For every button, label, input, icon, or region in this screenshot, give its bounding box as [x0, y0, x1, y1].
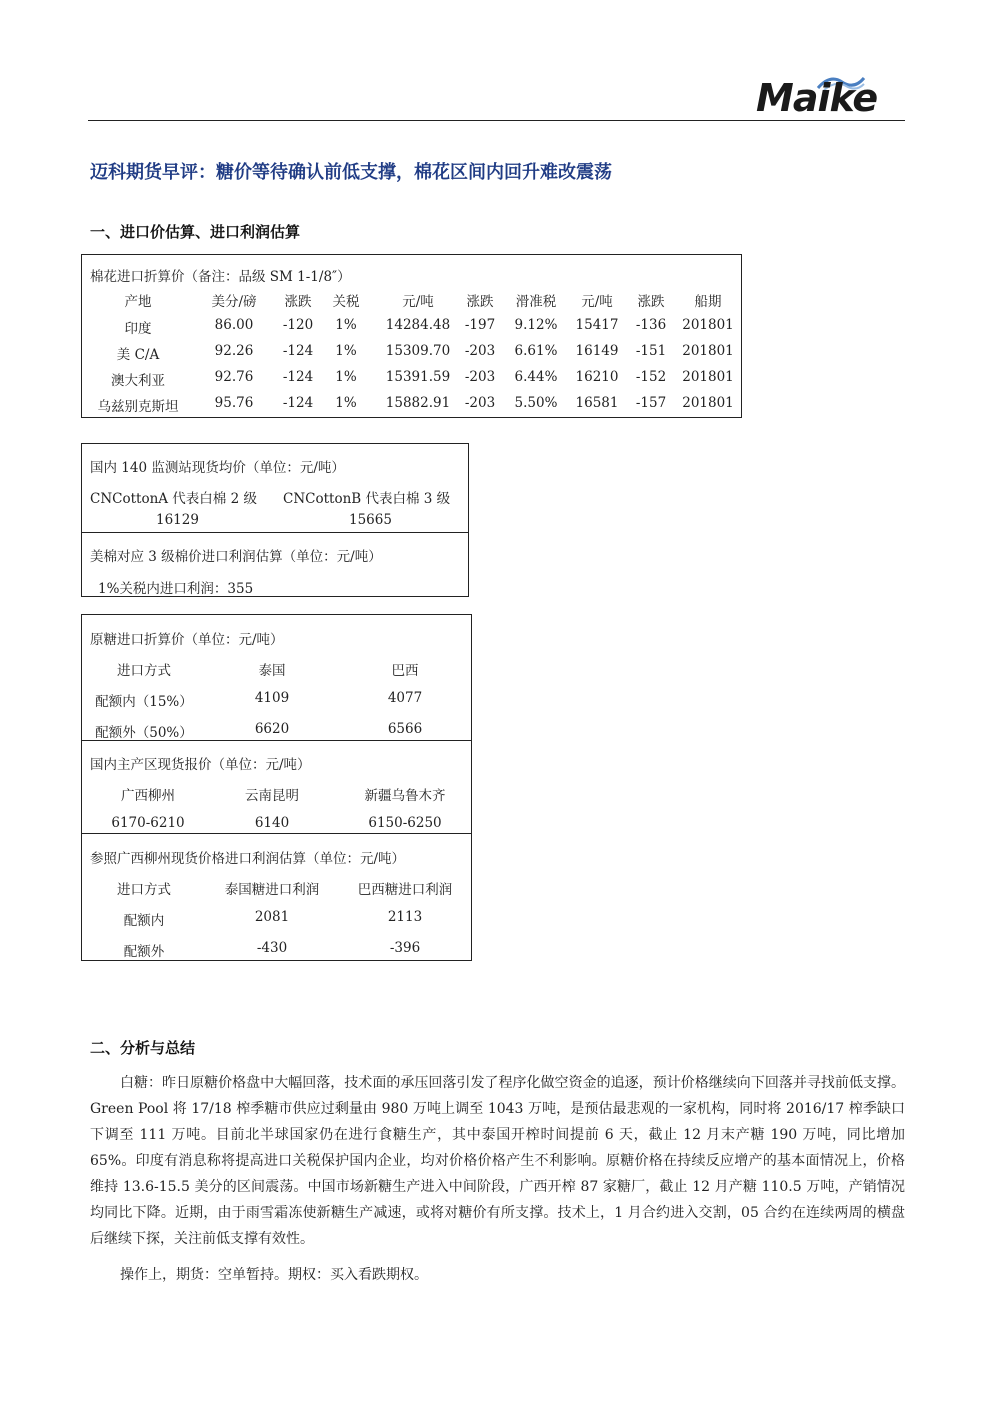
- cotton-header-cell: 元/吨: [581, 294, 613, 310]
- divider: [82, 740, 471, 741]
- cotton-cell: 86.00: [214, 317, 254, 333]
- cotton-cell: 92.26: [214, 343, 254, 359]
- sugar-profit-header-cell: 巴西糖进口利润: [357, 882, 453, 898]
- cotton-header-cell: 元/吨: [402, 294, 434, 310]
- cotton-cell: -203: [464, 343, 496, 359]
- cotton-b-value: 15665: [349, 512, 392, 528]
- cotton-a-label: CNCottonA 代表白棉 2 级: [90, 491, 257, 507]
- cotton-profit-caption: 美棉对应 3 级棉价进口利润估算（单位：元/吨）: [90, 549, 382, 565]
- cotton-cell: 1%: [335, 369, 357, 385]
- sugar-spot-header-cell: 云南昆明: [245, 788, 299, 804]
- header-rule: [88, 120, 905, 121]
- sugar-header-cell: 泰国: [258, 663, 286, 679]
- analysis-paragraph: 白糖：昨日原糖价格盘中大幅回落，技术面的承压回落引发了程序化做空资金的追逐，预计价格继续向下回落并寻找前低支撑。Green Pool 将 17/18 榨季糖市供应过剩量由 980 万吨上调至 1043 万吨，是预估最悲观的一家机构，同时将 2016/17 榨季缺口下调至 111 万吨。目前北半球国家仍在进行食糖生产，其中泰国开榨时间提前 6 天，截止 12 月末产糖 190 万吨，同比增加 65%。印度有消息称将提高进口关税保护国内企业，均对价格价格产生不利影响。原糖价格在持续反应增产的基本面情况上，价格维持 13.6-15.5 美分的区间震荡。中国市场新糖生产进入中间阶段，广西开榨 87 家糖厂，截止 12 月产糖 110.5 万吨，产销情况均同比下降。近期，由于雨雪霜冻使新糖生产减速，或将对糖价有所支撑。技术上，1 月合约进入交割，05 合约在连续两周的横盘后继续下探，关注前低支撑有效性。: [90, 1075, 905, 1247]
- analysis-text: [90, 1070, 905, 1288]
- cotton-cell: 92.76: [214, 369, 254, 385]
- cotton-cell: 印度: [124, 321, 152, 337]
- page-title: 迈科期货早评：糖价等待确认前低支撑，棉花区间内回升难改震荡: [90, 162, 612, 183]
- cotton-cell: 15417: [575, 317, 619, 333]
- cotton-b-label: CNCottonB 代表白棉 3 级: [283, 491, 451, 507]
- sugar-cell: 配额外（50%）: [95, 725, 193, 741]
- sugar-header-cell: 进口方式: [117, 663, 171, 679]
- cotton-cell: -124: [282, 369, 314, 385]
- sugar-profit-cell: -396: [389, 940, 421, 956]
- cotton-import-table: [81, 254, 742, 418]
- cotton-cell: 6.61%: [514, 343, 558, 359]
- operation-paragraph: 操作上，期货：空单暂持。期权：买入看跌期权。: [120, 1267, 428, 1283]
- sugar-spot-header-cell: 新疆乌鲁木齐: [364, 788, 446, 804]
- cotton-cell: 16149: [575, 343, 619, 359]
- cotton-cell: 95.76: [214, 395, 254, 411]
- cotton-cell: 16581: [575, 395, 619, 411]
- cotton-cell: 1%: [335, 395, 357, 411]
- cotton-cell: 5.50%: [514, 395, 558, 411]
- cotton-profit-line: 1%关税内进口利润：355: [98, 581, 254, 597]
- cotton-cell: 201801: [682, 343, 734, 359]
- cotton-cell: 1%: [335, 343, 357, 359]
- cotton-header-cell: 美分/磅: [211, 294, 257, 310]
- cotton-header-cell: 涨跌: [284, 294, 312, 310]
- sugar-profit-cell: -430: [256, 940, 288, 956]
- sugar-spot-caption: 国内主产区现货报价（单位：元/吨）: [90, 757, 311, 773]
- sugar-profit-cell: 2113: [387, 909, 423, 925]
- sugar-spot-cell: 6140: [254, 815, 290, 831]
- cotton-cell: 15882.91: [385, 395, 451, 411]
- cotton-header-cell: 关税: [332, 294, 360, 310]
- cotton-import-caption: 棉花进口折算价（备注：品级 SM 1-1/8″）: [90, 269, 351, 285]
- cotton-cell: -124: [282, 395, 314, 411]
- section1-heading: 一、进口价估算、进口利润估算: [90, 223, 301, 241]
- sugar-cell: 4109: [254, 690, 290, 706]
- sugar-profit-header-cell: 进口方式: [117, 882, 171, 898]
- divider: [82, 532, 468, 533]
- section2-heading: 二、分析与总结: [90, 1039, 196, 1057]
- cotton-cell: 乌兹别克斯坦: [97, 399, 179, 415]
- sugar-header-cell: 巴西: [391, 663, 419, 679]
- cotton-header-cell: 产地: [124, 294, 152, 310]
- cotton-cell: -120: [282, 317, 314, 333]
- sugar-cell: 配额内（15%）: [95, 694, 193, 710]
- cotton-cell: -157: [635, 395, 667, 411]
- cotton-header-cell: 涨跌: [466, 294, 494, 310]
- cotton-cell: 6.44%: [514, 369, 558, 385]
- sugar-spot-cell: 6150-6250: [368, 815, 442, 831]
- sugar-profit-header-cell: 泰国糖进口利润: [224, 882, 320, 898]
- sugar-cell: 6620: [254, 721, 290, 737]
- sugar-cell: 6566: [387, 721, 423, 737]
- cotton-cell: -152: [635, 369, 667, 385]
- cotton-header-cell: 船期: [694, 294, 722, 310]
- cotton-cell: -136: [635, 317, 667, 333]
- cotton-cell: -197: [464, 317, 496, 333]
- sugar-profit-cell: 2081: [254, 909, 290, 925]
- cotton-cell: 14284.48: [385, 317, 451, 333]
- cotton-cell: 澳大利亚: [111, 373, 165, 389]
- cotton-cell: 201801: [682, 369, 734, 385]
- cotton-cell: 9.12%: [514, 317, 558, 333]
- sugar-profit-cell: 配额外: [123, 944, 165, 960]
- domestic-cotton-caption: 国内 140 监测站现货均价（单位：元/吨）: [90, 460, 345, 476]
- sugar-spot-header-cell: 广西柳州: [121, 788, 175, 804]
- cotton-header-cell: 涨跌: [637, 294, 665, 310]
- sugar-import-caption: 原糖进口折算价（单位：元/吨）: [90, 632, 284, 648]
- cotton-cell: -203: [464, 395, 496, 411]
- sugar-profit-cell: 配额内: [123, 913, 165, 929]
- cotton-a-value: 16129: [156, 512, 199, 528]
- divider: [82, 833, 471, 834]
- domestic-cotton-box: [81, 443, 469, 597]
- cotton-cell: -151: [635, 343, 667, 359]
- cotton-cell: -203: [464, 369, 496, 385]
- cotton-cell: 201801: [682, 317, 734, 333]
- cotton-cell: 15309.70: [385, 343, 451, 359]
- sugar-profit-caption: 参照广西柳州现货价格进口利润估算（单位：元/吨）: [90, 851, 406, 867]
- cotton-header-cell: 滑准税: [515, 294, 557, 310]
- cotton-cell: 1%: [335, 317, 357, 333]
- sugar-spot-cell: 6170-6210: [111, 815, 185, 831]
- cotton-cell: 201801: [682, 395, 734, 411]
- cotton-cell: 15391.59: [385, 369, 451, 385]
- logo-text: Maike: [756, 76, 878, 120]
- cotton-cell: 16210: [575, 369, 619, 385]
- sugar-cell: 4077: [387, 690, 423, 706]
- cotton-cell: 美 C/A: [116, 347, 160, 363]
- sugar-box: [81, 614, 472, 961]
- maike-logo: [756, 72, 896, 120]
- cotton-cell: -124: [282, 343, 314, 359]
